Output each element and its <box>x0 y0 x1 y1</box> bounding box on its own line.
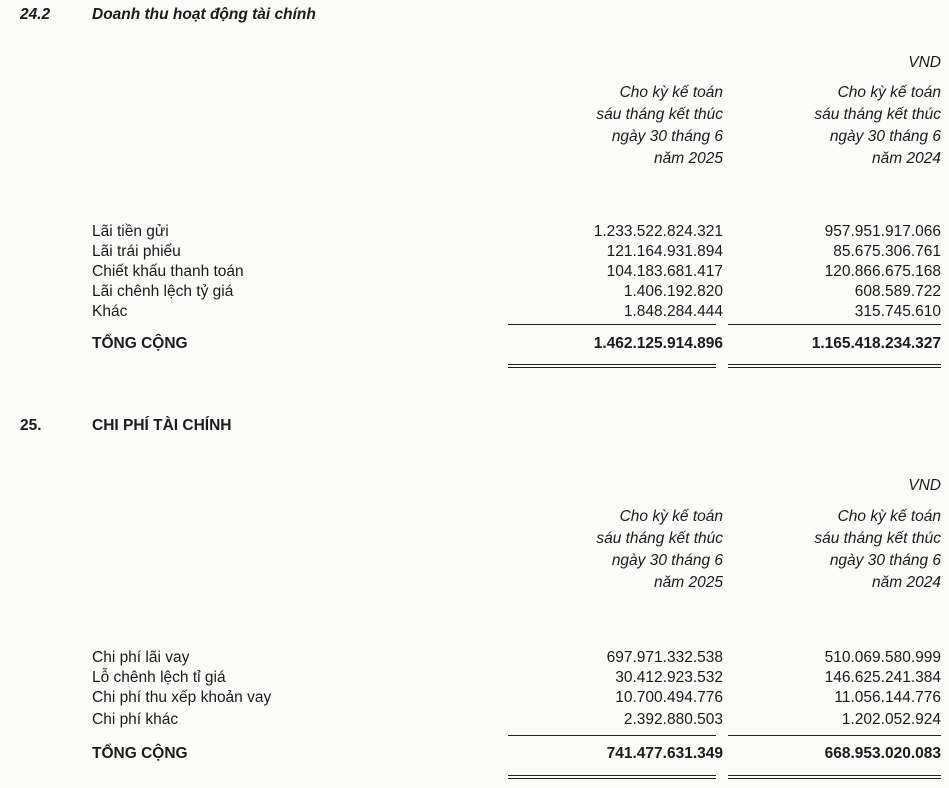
currency-unit: VND <box>908 477 941 494</box>
header-line: sáu tháng kết thúc <box>814 106 941 123</box>
subtotal-rule <box>728 324 941 325</box>
table-row <box>0 262 949 282</box>
row-label: Khác <box>92 303 128 320</box>
table-row <box>0 648 949 668</box>
value-2024: 85.675.306.761 <box>833 243 941 260</box>
total-value-2025: 741.477.631.349 <box>606 745 723 762</box>
column-header-2025 <box>513 82 723 170</box>
value-2024: 510.069.580.999 <box>824 649 941 666</box>
header-line: Cho kỳ kế toán <box>837 508 941 525</box>
total-value-2024: 668.953.020.083 <box>824 745 941 762</box>
total-double-rule <box>728 364 941 365</box>
row-label: Chiết khấu thanh toán <box>92 263 244 280</box>
header-line: năm 2024 <box>872 150 941 167</box>
column-header-2024 <box>731 82 941 170</box>
value-2024: 957.951.917.066 <box>824 223 941 240</box>
currency-unit: VND <box>908 54 941 71</box>
total-double-rule <box>508 778 716 779</box>
section-title-financial-expenses: CHI PHÍ TÀI CHÍNH <box>92 417 232 434</box>
subtotal-rule <box>728 735 941 736</box>
header-line: sáu tháng kết thúc <box>596 530 723 547</box>
header-line: ngày 30 tháng 6 <box>611 128 723 145</box>
row-label: Lãi tiền gửi <box>92 223 169 240</box>
column-header-2025 <box>513 506 723 594</box>
section-number-25: 25. <box>20 417 42 434</box>
row-label: Lỗ chênh lệch tỉ giá <box>92 669 226 686</box>
subtotal-rule <box>508 735 716 736</box>
value-2025: 697.971.332.538 <box>606 649 723 666</box>
total-double-rule <box>728 775 941 776</box>
table-row <box>0 710 949 730</box>
value-2024: 1.202.052.924 <box>841 711 941 728</box>
value-2024: 315.745.610 <box>854 303 941 320</box>
table-row <box>0 688 949 708</box>
header-line: năm 2025 <box>654 150 723 167</box>
row-label: Chi phí lãi vay <box>92 649 190 666</box>
header-line: ngày 30 tháng 6 <box>829 552 941 569</box>
header-line: sáu tháng kết thúc <box>814 530 941 547</box>
section-number-24-2: 24.2 <box>20 6 51 23</box>
header-line: ngày 30 tháng 6 <box>829 128 941 145</box>
subtotal-rule <box>508 324 716 325</box>
header-line: Cho kỳ kế toán <box>619 508 723 525</box>
total-double-rule <box>728 367 941 368</box>
value-2025: 10.700.494.776 <box>615 689 723 706</box>
table-row <box>0 282 949 302</box>
value-2025: 1.233.522.824.321 <box>593 223 723 240</box>
total-double-rule <box>508 367 716 368</box>
table-row <box>0 222 949 242</box>
value-2024: 11.056.144.776 <box>834 689 941 706</box>
value-2024: 146.625.241.384 <box>824 669 941 686</box>
table-row <box>0 242 949 262</box>
value-2025: 2.392.880.503 <box>623 711 723 728</box>
value-2024: 120.866.675.168 <box>824 263 941 280</box>
header-line: năm 2024 <box>872 574 941 591</box>
column-header-2024 <box>731 506 941 594</box>
header-line: Cho kỳ kế toán <box>837 84 941 101</box>
header-line: Cho kỳ kế toán <box>619 84 723 101</box>
value-2025: 104.183.681.417 <box>606 263 723 280</box>
value-2025: 30.412.923.532 <box>615 669 723 686</box>
value-2024: 608.589.722 <box>854 283 941 300</box>
total-double-rule <box>508 364 716 365</box>
row-label: Chi phí thu xếp khoản vay <box>92 689 272 706</box>
total-label: TỔNG CỘNG <box>92 335 188 352</box>
row-label: Lãi trái phiếu <box>92 243 181 260</box>
total-value-2024: 1.165.418.234.327 <box>811 335 941 352</box>
header-line: sáu tháng kết thúc <box>596 106 723 123</box>
total-label: TỔNG CỘNG <box>92 745 188 762</box>
table-row <box>0 302 949 322</box>
table-row <box>0 668 949 688</box>
row-label: Lãi chênh lệch tỷ giá <box>92 283 234 300</box>
total-double-rule <box>508 775 716 776</box>
section-title-financial-income: Doanh thu hoạt động tài chính <box>92 6 316 23</box>
row-label: Chi phí khác <box>92 711 179 728</box>
total-double-rule <box>728 778 941 779</box>
value-2025: 1.406.192.820 <box>623 283 723 300</box>
value-2025: 121.164.931.894 <box>606 243 723 260</box>
total-value-2025: 1.462.125.914.896 <box>593 335 723 352</box>
header-line: ngày 30 tháng 6 <box>611 552 723 569</box>
value-2025: 1.848.284.444 <box>623 303 723 320</box>
header-line: năm 2025 <box>654 574 723 591</box>
